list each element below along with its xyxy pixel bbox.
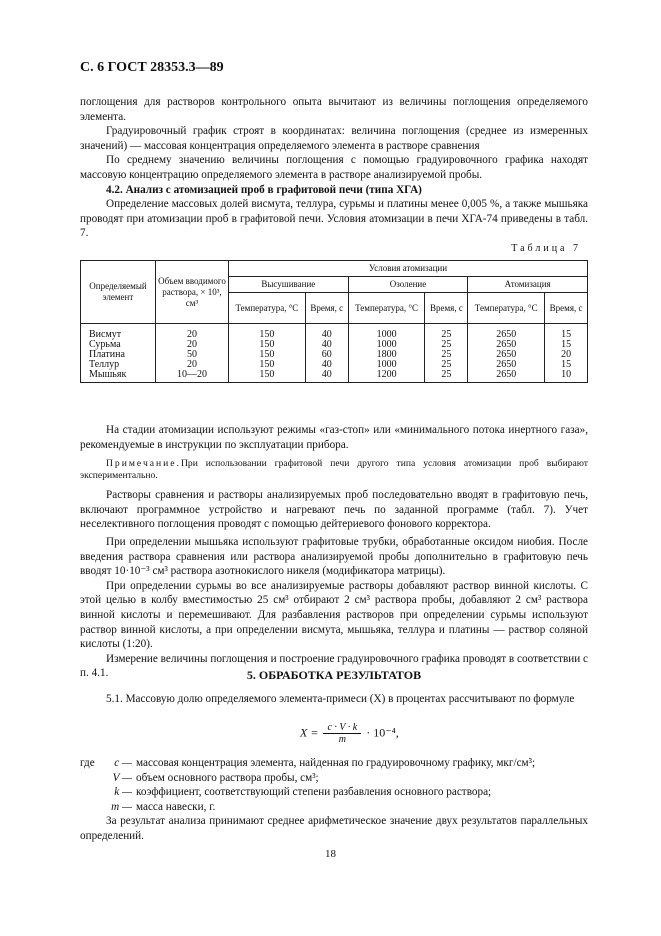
table-cell: 10—20 xyxy=(156,370,229,383)
table-cell: 25 xyxy=(425,340,468,350)
formula-legend xyxy=(80,756,588,844)
table-cell: 1000 xyxy=(348,340,425,350)
table-cell: 150 xyxy=(229,370,306,383)
table-cell: 150 xyxy=(229,350,306,360)
table-cell: Теллур xyxy=(81,360,156,370)
paragraph: Измерение величины поглощения и построение градуировочного графика проводят в соответствии с п. 4.1. xyxy=(80,652,588,680)
time-header: Время, с xyxy=(545,293,588,324)
table-cell: 20 xyxy=(156,324,229,341)
table-cell: 50 xyxy=(156,350,229,360)
time-header: Время, с xyxy=(425,293,468,324)
legend-text: объем основного раствора пробы, см³; xyxy=(136,771,319,784)
legend-symbol: m — xyxy=(111,800,132,813)
table-cell: 40 xyxy=(305,340,348,350)
page-number: 18 xyxy=(325,848,336,860)
table-cell: 20 xyxy=(156,360,229,370)
col-element-header: Определяемый элемент xyxy=(81,261,156,324)
table-cell: 2650 xyxy=(468,324,545,341)
table-cell: 15 xyxy=(545,324,588,341)
legend-row xyxy=(80,771,588,786)
legend-row xyxy=(80,800,588,815)
body-text xyxy=(80,423,588,681)
paragraph: На стадии атомизации используют режимы «газ-стоп» или «минимального потока инертного газа», рекомендуемые в инструкции по эксплуатации прибора. xyxy=(80,424,588,451)
table-cell: 150 xyxy=(229,340,306,350)
legend-text: коэффициент, соответствующий степени разбавления основного раствора; xyxy=(136,786,492,799)
legend-where: где xyxy=(80,757,95,769)
table-cell: 10 xyxy=(545,370,588,383)
legend-symbol: k — xyxy=(114,786,132,799)
paragraph: По среднему значению величины поглощения с помощью градуировочного графика находят массовую концентрацию определяемого элемента в растворе анализируемой пробы. xyxy=(80,154,588,181)
table-cell: 150 xyxy=(229,360,306,370)
note xyxy=(80,458,588,482)
formula-fraction xyxy=(323,722,361,745)
conditions-header: Условия атомизации xyxy=(229,261,588,277)
table-cell: 2650 xyxy=(468,350,545,360)
section-heading: 5. ОБРАБОТКА РЕЗУЛЬТАТОВ xyxy=(246,668,422,682)
table-cell: Висмут xyxy=(81,324,156,341)
paragraph: поглощения для растворов контрольного опыта вычитают из величины поглощения определяемого элемента. xyxy=(80,96,588,123)
table-cell: 2650 xyxy=(468,340,545,350)
stage-atomization-header: Атомизация xyxy=(468,277,588,293)
note-label: Примечание. xyxy=(106,458,181,470)
table-row xyxy=(81,324,588,341)
legend-text: масса навески, г. xyxy=(136,800,216,813)
table-cell: 40 xyxy=(305,370,348,383)
stage-drying-header: Высушивание xyxy=(229,277,349,293)
paragraph: Растворы сравнения и растворы анализируемых проб последовательно вводят в графитовую печь, включают программное устройство и нагревают печь по заданной программе (табл. 7). Учет неселективного поглощения проводят с помощью дейтериевого фонового корректора. xyxy=(80,489,588,531)
formula-denominator: m xyxy=(338,734,346,745)
table-cell: 1200 xyxy=(348,370,425,383)
atomization-table xyxy=(80,260,588,383)
table-cell: 25 xyxy=(425,360,468,370)
temp-header: Температура, °С xyxy=(468,293,545,324)
table-cell: 150 xyxy=(229,324,306,341)
paragraph: За результат анализа принимают среднее арифметическое значение двух результатов параллельных определений. xyxy=(80,815,588,842)
table-cell: 20 xyxy=(156,340,229,350)
table-cell: Мышьяк xyxy=(81,370,156,383)
table-cell: 20 xyxy=(545,350,588,360)
table-cell: Сурьма xyxy=(81,340,156,350)
table-cell: 1800 xyxy=(348,350,425,360)
table-cell: 15 xyxy=(545,360,588,370)
formula-lhs: X = xyxy=(300,725,319,740)
formula-intro xyxy=(80,692,588,707)
section-heading: 4.2. Анализ с атомизацией проб в графитовой печи (типа ХГА) xyxy=(106,183,422,196)
stage-ashing-header: Озоление xyxy=(348,277,468,293)
paragraph: При определении сурьмы во все анализируемые растворы добавляют раствор винной кислоты. С этой целью в колбу вместимостью 25 см³ отбирают 2 см³ раствора пробы, добавляют 2 см³ раствора винной кислоты и перемешивают. Для разбавления растворов при определении сурьмы используют раствор винной кислоты, а при определении висмута, мышьяка, теллура и платины — раствор соляной кислоты (1:20). xyxy=(80,579,588,651)
legend-row xyxy=(80,756,588,771)
table-row xyxy=(81,370,588,383)
formula-tail: · 10⁻⁴, xyxy=(366,725,399,740)
table-cell: 25 xyxy=(425,324,468,341)
paragraph: 5.1. Массовую долю определяемого элемента-примеси (X) в процентах рассчитывают по формуле xyxy=(106,693,575,705)
paragraph: При определении мышьяка используют графитовые трубки, обработанные оксидом ниобия. После введения раствора сравнения или раствора анализируемой пробы дополнительно в графитовую печь вводят 10·10⁻³ см³ раствора азотнокислого никеля (модификатора матрицы). xyxy=(80,535,588,578)
table-cell: 1000 xyxy=(348,324,425,341)
table-cell: 25 xyxy=(425,370,468,383)
table-cell: 2650 xyxy=(468,370,545,383)
note-text: При использовании графитовой печи другого типа условия атомизации проб выбирают экспериментально. xyxy=(80,458,588,482)
legend-symbol: V — xyxy=(112,771,132,784)
temp-header: Температура, °С xyxy=(229,293,306,324)
page-header: С. 6 ГОСТ 28353.3—89 xyxy=(80,60,224,75)
intro-text xyxy=(80,95,588,241)
paragraph: Определение массовых долей висмута, теллура, сурьмы и платины менее 0,005 %, а также мышьяка проводят при атомизации проб в графитовой печи. Условия атомизации в печи ХГА-74 приведены в табл. 7. xyxy=(80,198,588,240)
table-cell: 40 xyxy=(305,360,348,370)
table-cell: Платина xyxy=(81,350,156,360)
legend-row xyxy=(80,785,588,800)
legend-symbol: c — xyxy=(114,757,132,769)
legend-text: массовая концентрация элемента, найденная по градуировочному графику, мкг/см³; xyxy=(136,757,536,769)
time-header: Время, с xyxy=(305,293,348,324)
col-volume-header: Объем вводимого раствора, × 10³, см³ xyxy=(156,261,229,324)
table-caption: Таблица 7 xyxy=(511,243,581,254)
formula-numerator: c · V · k xyxy=(323,722,361,734)
table-cell: 25 xyxy=(425,350,468,360)
table-cell: 15 xyxy=(545,340,588,350)
table-cell: 2650 xyxy=(468,360,545,370)
temp-header: Температура, °С xyxy=(348,293,425,324)
paragraph: Градуировочный график строят в координатах: величина поглощения (среднее из измеренных значений) — массовая концентрация определяемого элемента в растворе сравнения xyxy=(80,125,588,152)
formula xyxy=(300,722,399,745)
table-cell: 40 xyxy=(305,324,348,341)
table-cell: 60 xyxy=(305,350,348,360)
table-cell: 1000 xyxy=(348,360,425,370)
